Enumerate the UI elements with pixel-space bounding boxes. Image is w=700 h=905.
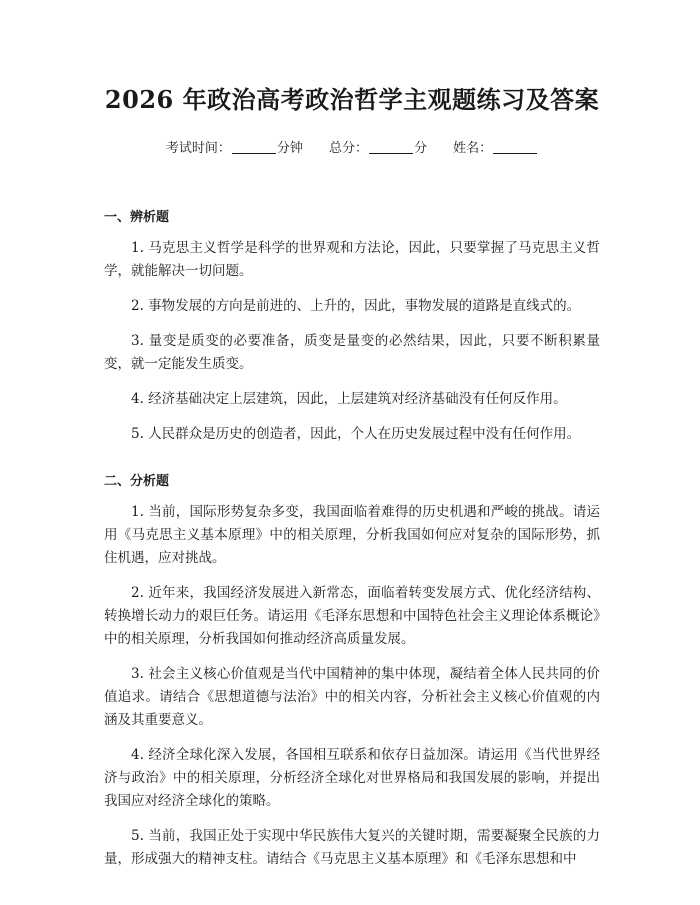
question-item: 4. 经济基础决定上层建筑，因此，上层建筑对经济基础没有任何反作用。 (131, 391, 567, 407)
total-score-field (329, 137, 427, 156)
question-item: 3. 量变是质变的必要准备，质变是量变的必然结果，因此，只要不断积累量变，就一定能发生质变。 (104, 333, 600, 372)
exam-time-blank (232, 141, 276, 154)
total-score-unit: 分 (414, 141, 428, 156)
student-name-field (453, 137, 538, 156)
section-title-discrimination: 一、辨析题 (104, 210, 170, 225)
question-item: 5. 当前，我国正处于实现中华民族伟大复兴的关键时期，需要凝聚全民族的力量，形成强大的精神支柱。请结合《马克思主义基本原理》和《毛泽东思想和中 (104, 828, 600, 867)
question-item: 2. 事物发展的方向是前进的、上升的，因此，事物发展的道路是直线式的。 (131, 298, 581, 314)
question-item: 1. 马克思主义哲学是科学的世界观和方法论，因此，只要掌握了马克思主义哲学，就能解决一切问题。 (104, 240, 600, 279)
total-score-label: 总分： (328, 141, 368, 156)
question-item: 3. 社会主义核心价值观是当代中国精神的集中体现，凝结着全体人民共同的价值追求。请结合《思想道德与法治》中的相关内容，分析社会主义核心价值观的内涵及其重要意义。 (104, 666, 600, 728)
student-name-blank (493, 141, 537, 154)
exam-meta-line (104, 137, 600, 156)
total-score-blank (369, 141, 413, 154)
question-item: 4. 经济全球化深入发展，各国相互联系和依存日益加深。请运用《当代世界经济与政治》中的相关原理，分析经济全球化对世界格局和我国发展的影响，并提出我国应对经济全球化的策略。 (104, 747, 600, 809)
question-item: 5. 人民群众是历史的创造者，因此，个人在历史发展过程中没有任何作用。 (131, 426, 581, 442)
question-item: 2. 近年来，我国经济发展进入新常态，面临着转变发展方式、优化经济结构、转换增长动力的艰巨任务。请运用《毛泽东思想和中国特色社会主义理论体系概论》中的相关原理，分析我国如何推动经济高质量发展。 (104, 585, 600, 647)
student-name-label: 姓名： (453, 141, 493, 156)
section-title-analysis: 二、分析题 (104, 474, 170, 489)
exam-time-unit: 分钟 (276, 141, 303, 156)
question-item: 1. 当前，国际形势复杂多变，我国面临着难得的历史机遇和严峻的挑战。请运用《马克思主义基本原理》中的相关原理，分析我国如何应对复杂的国际形势，抓住机遇，应对挑战。 (104, 504, 600, 566)
exam-time-field (166, 137, 303, 156)
page-title: 2026 年政治高考政治哲学主观题练习及答案 (104, 85, 600, 114)
exam-time-label: 考试时间： (165, 141, 231, 156)
